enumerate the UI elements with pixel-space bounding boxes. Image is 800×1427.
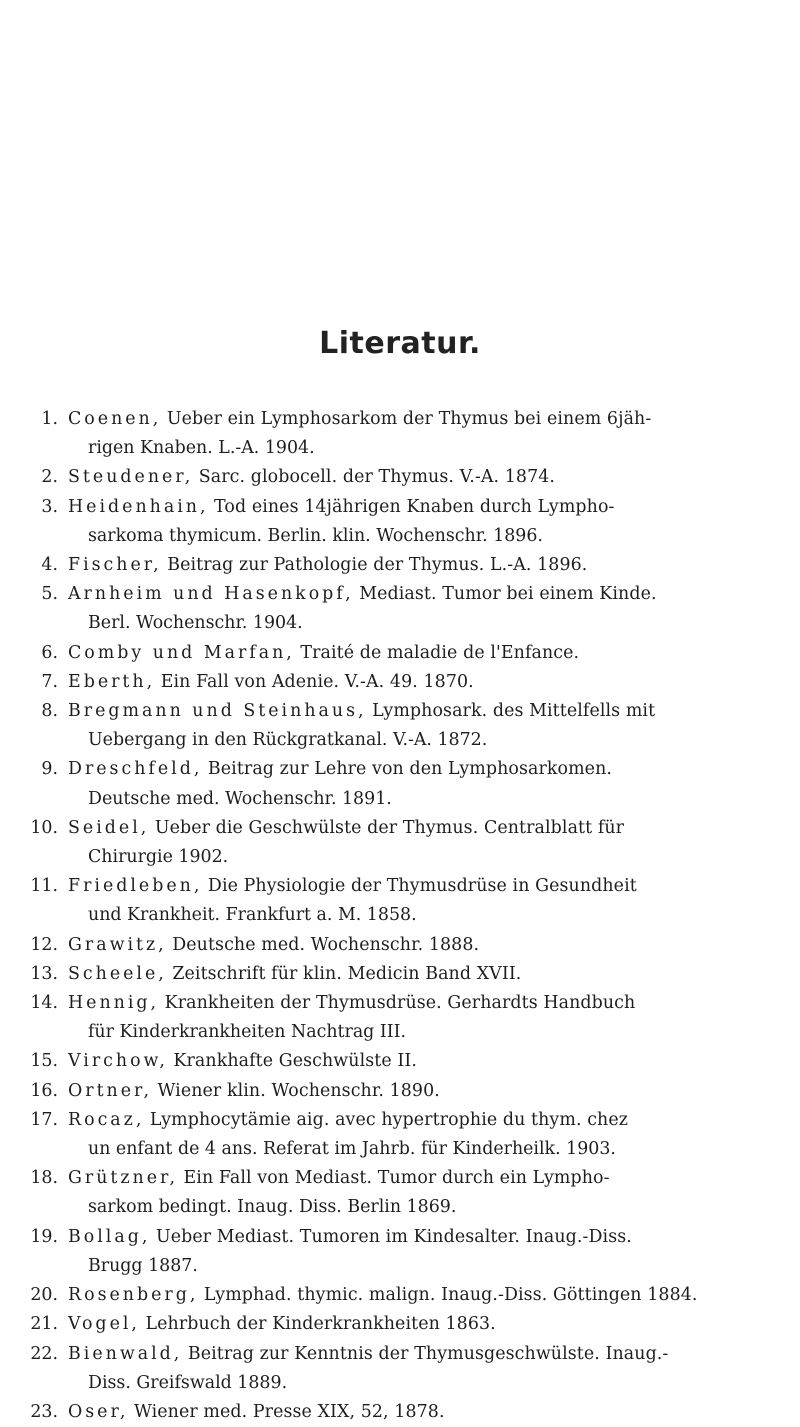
reference-author: Seidel,	[68, 817, 150, 838]
reference-text: Ueber die Geschwülste der Thymus. Centralblatt für	[154, 817, 625, 838]
reference-author: Dreschfeld,	[68, 759, 203, 780]
reference-number: 18.	[30, 1168, 58, 1189]
reference-text: Ein Fall von Adenie. V.-A. 49. 1870.	[160, 671, 474, 692]
reference-text: Krankhafte Geschwülste II.	[173, 1051, 417, 1072]
reference-item	[28, 1047, 770, 1076]
reference-text: Traité de maladie de l'Enfance.	[300, 642, 580, 663]
reference-continuation: Chirurgie 1902.	[88, 847, 229, 868]
reference-author: Eberth,	[68, 671, 156, 692]
reference-item	[28, 697, 770, 755]
reference-item	[28, 1310, 770, 1339]
reference-author: Steudener,	[68, 467, 194, 488]
reference-number: 10.	[30, 817, 58, 838]
reference-author: Oser,	[68, 1401, 129, 1422]
reference-number: 2.	[41, 467, 58, 488]
reference-item	[28, 1106, 770, 1164]
reference-item	[28, 639, 770, 668]
reference-text: Krankheiten der Thymusdrüse. Gerhardts Handbuch	[164, 993, 636, 1014]
reference-author: Friedleben,	[68, 876, 203, 897]
reference-item	[28, 580, 770, 638]
reference-text: Lymphad. thymic. malign. Inaug.-Diss. Göttingen 1884.	[203, 1285, 698, 1306]
reference-number: 17.	[30, 1109, 58, 1130]
reference-author: Coenen,	[68, 409, 162, 429]
reference-item	[28, 814, 770, 872]
reference-text: Wiener klin. Wochenschr. 1890.	[157, 1080, 440, 1101]
reference-text: Lymphosark. des Mittelfells mit	[372, 701, 656, 722]
reference-author: Rosenberg,	[68, 1285, 199, 1306]
reference-number: 22.	[30, 1343, 58, 1364]
reference-author: Ortner,	[68, 1080, 152, 1101]
reference-author: Scheele,	[68, 963, 167, 984]
reference-item	[28, 989, 770, 1047]
reference-item	[28, 1164, 770, 1222]
reference-item	[28, 1340, 770, 1398]
reference-text: Tod eines 14jährigen Knaben durch Lympho-	[214, 496, 615, 517]
reference-item	[28, 1398, 770, 1427]
reference-text: Mediast. Tumor bei einem Kinde.	[359, 584, 657, 605]
reference-author: Bienwald,	[68, 1343, 183, 1364]
reference-item	[28, 1223, 770, 1281]
reference-text: Beitrag zur Kenntnis der Thymusgeschwülste. Inaug.-	[187, 1343, 669, 1364]
reference-author: Grützner,	[68, 1168, 178, 1189]
reference-item	[28, 1281, 770, 1310]
reference-item	[28, 551, 770, 580]
reference-continuation: für Kinderkrankheiten Nachtrag III.	[88, 1022, 406, 1043]
reference-continuation: un enfant de 4 ans. Referat im Jahrb. für Kinderheilk. 1903.	[88, 1139, 616, 1160]
reference-number: 13.	[30, 963, 58, 984]
reference-number: 15.	[30, 1051, 58, 1072]
reference-author: Heidenhain,	[68, 496, 209, 517]
reference-author: Grawitz,	[68, 934, 167, 955]
reference-author: Hennig,	[68, 993, 160, 1014]
reference-continuation: und Krankheit. Frankfurt a. M. 1858.	[88, 905, 417, 926]
reference-number: 4.	[41, 555, 58, 576]
reference-text: Ein Fall von Mediast. Tumor durch ein Lympho-	[183, 1168, 610, 1189]
reference-number: 7.	[41, 671, 58, 692]
reference-text: Zeitschrift für klin. Medicin Band XVII.	[172, 963, 522, 984]
reference-number: 14.	[30, 993, 58, 1014]
reference-text: Lymphocytämie aig. avec hypertrophie du thym. chez	[149, 1109, 628, 1130]
reference-number: 5.	[41, 584, 58, 605]
reference-number: 21.	[30, 1314, 58, 1335]
reference-number: 11.	[30, 876, 58, 897]
reference-text: Deutsche med. Wochenschr. 1888.	[172, 934, 480, 955]
reference-text: Sarc. globocell. der Thymus. V.-A. 1874.	[198, 467, 556, 488]
reference-author: Fischer,	[68, 555, 162, 576]
reference-author: Bregmann und Steinhaus,	[68, 701, 367, 722]
reference-author: Arnheim und Hasenkopf,	[68, 584, 354, 605]
reference-item	[28, 755, 770, 813]
reference-continuation: sarkoma thymicum. Berlin. klin. Wochenschr. 1896.	[88, 525, 543, 546]
reference-item	[28, 931, 770, 960]
reference-list	[28, 405, 770, 1427]
reference-number: 8.	[41, 701, 58, 722]
reference-number: 1.	[41, 409, 58, 429]
reference-author: Rocaz,	[68, 1109, 145, 1130]
reference-number: 9.	[41, 759, 58, 780]
reference-author: Bollag,	[68, 1226, 151, 1247]
reference-number: 16.	[30, 1080, 58, 1101]
reference-continuation: Uebergang in den Rückgratkanal. V.-A. 1872.	[88, 730, 488, 751]
reference-text: Beitrag zur Pathologie der Thymus. L.-A. 1896.	[167, 555, 588, 576]
reference-text: Ueber ein Lymphosarkom der Thymus bei einem 6jäh-	[166, 409, 652, 429]
reference-author: Vogel,	[68, 1314, 140, 1335]
reference-number: 23.	[30, 1401, 58, 1422]
reference-text: Beitrag zur Lehre von den Lymphosarkomen.	[207, 759, 613, 780]
reference-author: Comby und Marfan,	[68, 642, 295, 663]
reference-number: 3.	[41, 496, 58, 517]
reference-continuation: sarkom bedingt. Inaug. Diss. Berlin 1869.	[88, 1197, 457, 1218]
reference-number: 12.	[30, 934, 58, 955]
reference-number: 19.	[30, 1226, 58, 1247]
reference-text: Ueber Mediast. Tumoren im Kindesalter. Inaug.-Diss.	[155, 1226, 632, 1247]
reference-continuation: Berl. Wochenschr. 1904.	[88, 613, 303, 634]
reference-item	[28, 493, 770, 551]
reference-continuation: rigen Knaben. L.-A. 1904.	[88, 438, 315, 459]
reference-number: 6.	[41, 642, 58, 663]
reference-author: Virchow,	[68, 1051, 168, 1072]
reference-item	[28, 668, 770, 697]
reference-item	[28, 872, 770, 930]
reference-text: Lehrbuch der Kinderkrankheiten 1863.	[145, 1314, 496, 1335]
reference-continuation: Diss. Greifswald 1889.	[88, 1372, 288, 1393]
reference-item	[28, 405, 770, 463]
reference-text: Die Physiologie der Thymusdrüse in Gesundheit	[207, 876, 637, 897]
reference-item	[28, 960, 770, 989]
reference-continuation: Deutsche med. Wochenschr. 1891.	[88, 788, 392, 809]
reference-item	[28, 1077, 770, 1106]
reference-text: Wiener med. Presse XIX, 52, 1878.	[133, 1401, 445, 1422]
reference-number: 20.	[30, 1285, 58, 1306]
reference-item	[28, 463, 770, 492]
reference-continuation: Brugg 1887.	[88, 1255, 198, 1276]
page-title: Literatur.	[319, 326, 481, 361]
